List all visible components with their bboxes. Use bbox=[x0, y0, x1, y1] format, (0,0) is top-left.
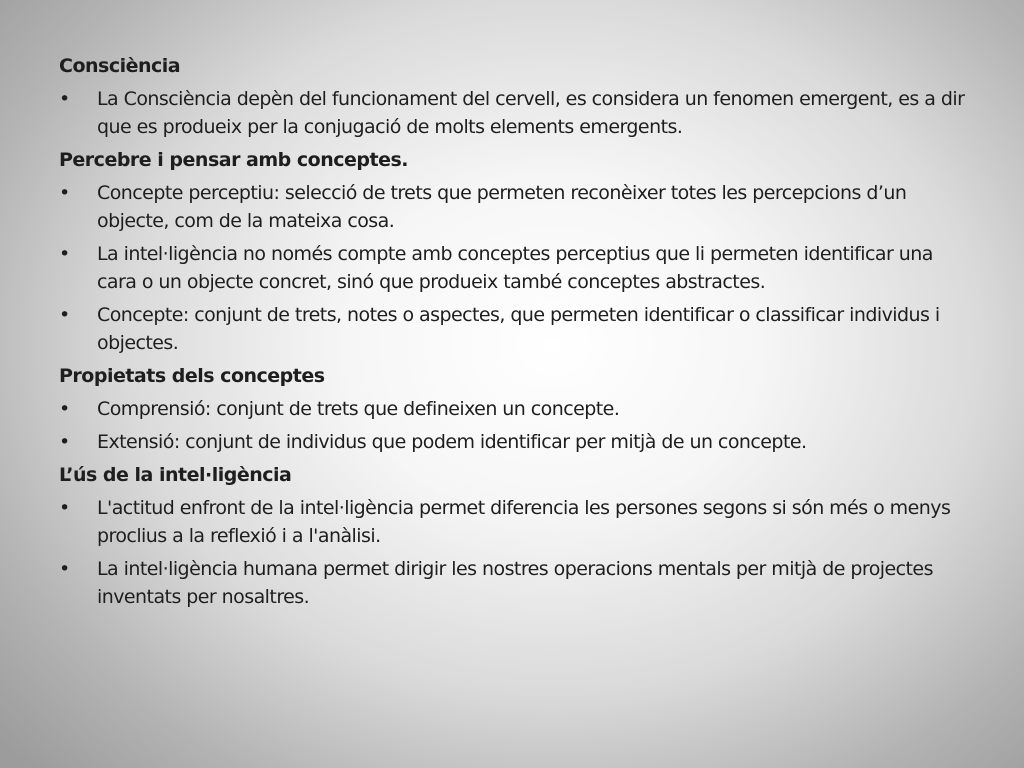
section-heading-consciencia: Consciència bbox=[59, 55, 181, 77]
bullet-text: Concepte perceptiu: selecció de trets que permeten reconèixer totes les percepcions d’un objecte, com de la mateixa cosa. bbox=[97, 182, 907, 232]
bullet-text: Extensió: conjunt de individus que podem identificar per mitjà de un concepte. bbox=[97, 431, 807, 453]
bullet-icon: • bbox=[59, 182, 70, 204]
section-heading-propietats: Propietats dels conceptes bbox=[59, 365, 325, 387]
bullet-icon: • bbox=[59, 558, 70, 580]
bullet-item bbox=[59, 494, 969, 550]
bullet-icon: • bbox=[59, 398, 70, 420]
bullet-text: La intel·ligència no només compte amb conceptes perceptius que li permeten identificar una cara o un objecte concret, sinó que produeix també conceptes abstractes. bbox=[97, 243, 933, 293]
bullet-text: L'actitud enfront de la intel·ligència permet diferencia les persones segons si són més o menys proclius a la reflexió i a l'anàlisi. bbox=[97, 497, 951, 547]
bullet-text: La Consciència depèn del funcionament del cervell, es considera un fenomen emergent, es a dir que es produeix per la conjugació de molts elements emergents. bbox=[97, 88, 965, 138]
bullet-icon: • bbox=[59, 88, 70, 110]
section-heading-percebre: Percebre i pensar amb conceptes. bbox=[59, 149, 408, 171]
bullet-text: Concepte: conjunt de trets, notes o aspectes, que permeten identificar o classificar individus i objectes. bbox=[97, 304, 940, 354]
bullet-item bbox=[59, 395, 969, 423]
bullet-item bbox=[59, 301, 969, 357]
bullet-item bbox=[59, 555, 969, 611]
bullet-icon: • bbox=[59, 497, 70, 519]
bullet-item bbox=[59, 85, 969, 141]
bullet-icon: • bbox=[59, 431, 70, 453]
bullet-item bbox=[59, 179, 969, 235]
bullet-item bbox=[59, 428, 969, 456]
bullet-text: La intel·ligència humana permet dirigir les nostres operacions mentals per mitjà de projectes inventats per nosaltres. bbox=[97, 558, 933, 608]
bullet-icon: • bbox=[59, 243, 70, 265]
bullet-text: Comprensió: conjunt de trets que defineixen un concepte. bbox=[97, 398, 620, 420]
bullet-item bbox=[59, 240, 969, 296]
bullet-icon: • bbox=[59, 304, 70, 326]
section-heading-us-intelligencia: L’ús de la intel·ligència bbox=[59, 464, 292, 486]
slide-content bbox=[59, 52, 969, 616]
